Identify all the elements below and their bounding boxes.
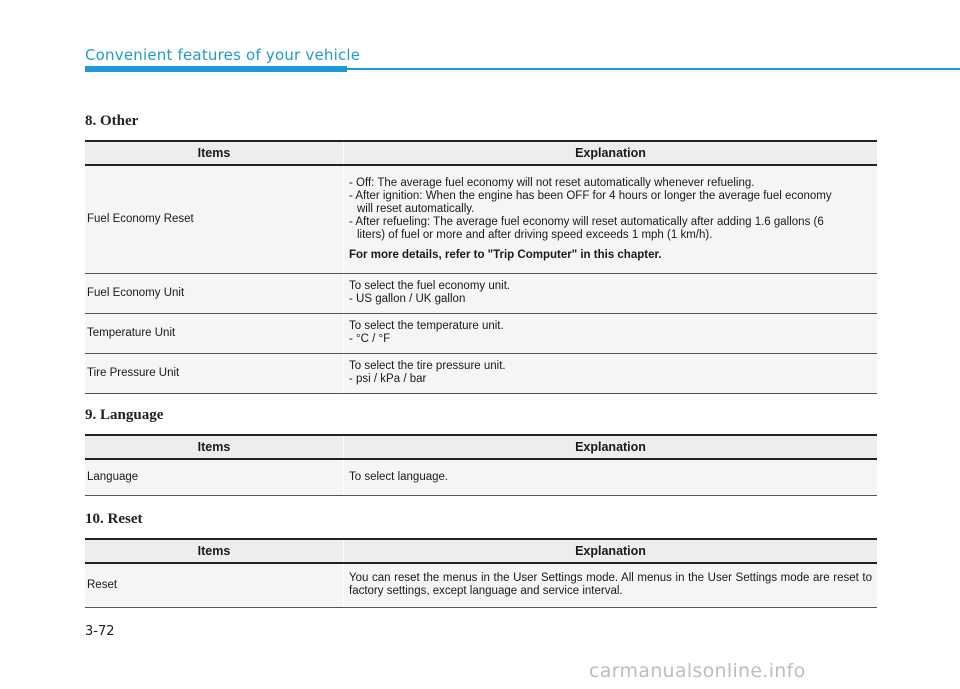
- reset-table: [85, 538, 877, 608]
- table-row: [85, 563, 877, 607]
- col-header-explanation: Explanation: [344, 539, 878, 563]
- col-header-items: Items: [85, 435, 344, 459]
- table-row: [85, 273, 877, 313]
- header-rule: [347, 68, 960, 70]
- other-table: [85, 140, 877, 394]
- col-header-explanation: Explanation: [344, 435, 878, 459]
- table-row: [85, 459, 877, 495]
- explanation-line: - US gallon / UK gallon: [349, 293, 466, 305]
- table-row: [85, 313, 877, 353]
- table-header-row: [85, 435, 877, 459]
- row-item: Language: [85, 459, 344, 495]
- col-header-items: Items: [85, 539, 344, 563]
- watermark: carmanualsonline.info: [589, 660, 806, 682]
- explanation-line: - After refueling: The average fuel economy will reset automatically after adding 1.6 gallons (6: [349, 215, 824, 228]
- explanation-line: To select the fuel economy unit.: [349, 280, 511, 292]
- table-header-row: [85, 539, 877, 563]
- col-header-explanation: Explanation: [344, 141, 878, 165]
- row-item: Fuel Economy Reset: [85, 165, 344, 273]
- row-explanation: [344, 313, 878, 353]
- table-header-row: [85, 141, 877, 165]
- table-row: [85, 165, 877, 273]
- explanation-line: To select language.: [349, 470, 449, 483]
- explanation-line: To select the tire pressure unit.: [349, 360, 506, 372]
- row-item: Temperature Unit: [85, 313, 344, 353]
- header-accent-bar: [85, 66, 347, 72]
- row-item: Tire Pressure Unit: [85, 353, 344, 393]
- chapter-header: Convenient features of your vehicle: [85, 46, 361, 64]
- row-item: Fuel Economy Unit: [85, 273, 344, 313]
- explanation-line: will reset automatically.: [357, 202, 475, 215]
- explanation-line: To select the temperature unit.: [349, 320, 504, 332]
- explanation-line: - °C / °F: [349, 333, 391, 345]
- row-explanation: [344, 165, 878, 273]
- col-header-items: Items: [85, 141, 344, 165]
- explanation-line: - After ignition: When the engine has been OFF for 4 hours or longer the average fuel economy: [349, 189, 832, 202]
- table-row: [85, 353, 877, 393]
- explanation-note: For more details, refer to "Trip Computer" in this chapter.: [349, 248, 662, 261]
- row-explanation: [344, 459, 878, 495]
- language-table: [85, 434, 877, 496]
- explanation-line: - Off: The average fuel economy will not reset automatically whenever refueling.: [349, 176, 755, 189]
- explanation-line: - psi / kPa / bar: [349, 373, 427, 385]
- row-explanation: [344, 353, 878, 393]
- section-title-reset: 10. Reset: [85, 511, 143, 527]
- explanation-line: liters) of fuel or more and after driving speed exceeds 1 mph (1 km/h).: [357, 228, 713, 241]
- section-title-language: 9. Language: [85, 407, 164, 423]
- row-explanation: You can reset the menus in the User Settings mode. All menus in the User Settings mode are reset to factory settings, except language and service interval.: [344, 563, 878, 607]
- page-number: 3-72: [85, 624, 115, 639]
- section-title-other: 8. Other: [85, 113, 139, 129]
- row-item: Reset: [85, 563, 344, 607]
- row-explanation: [344, 273, 878, 313]
